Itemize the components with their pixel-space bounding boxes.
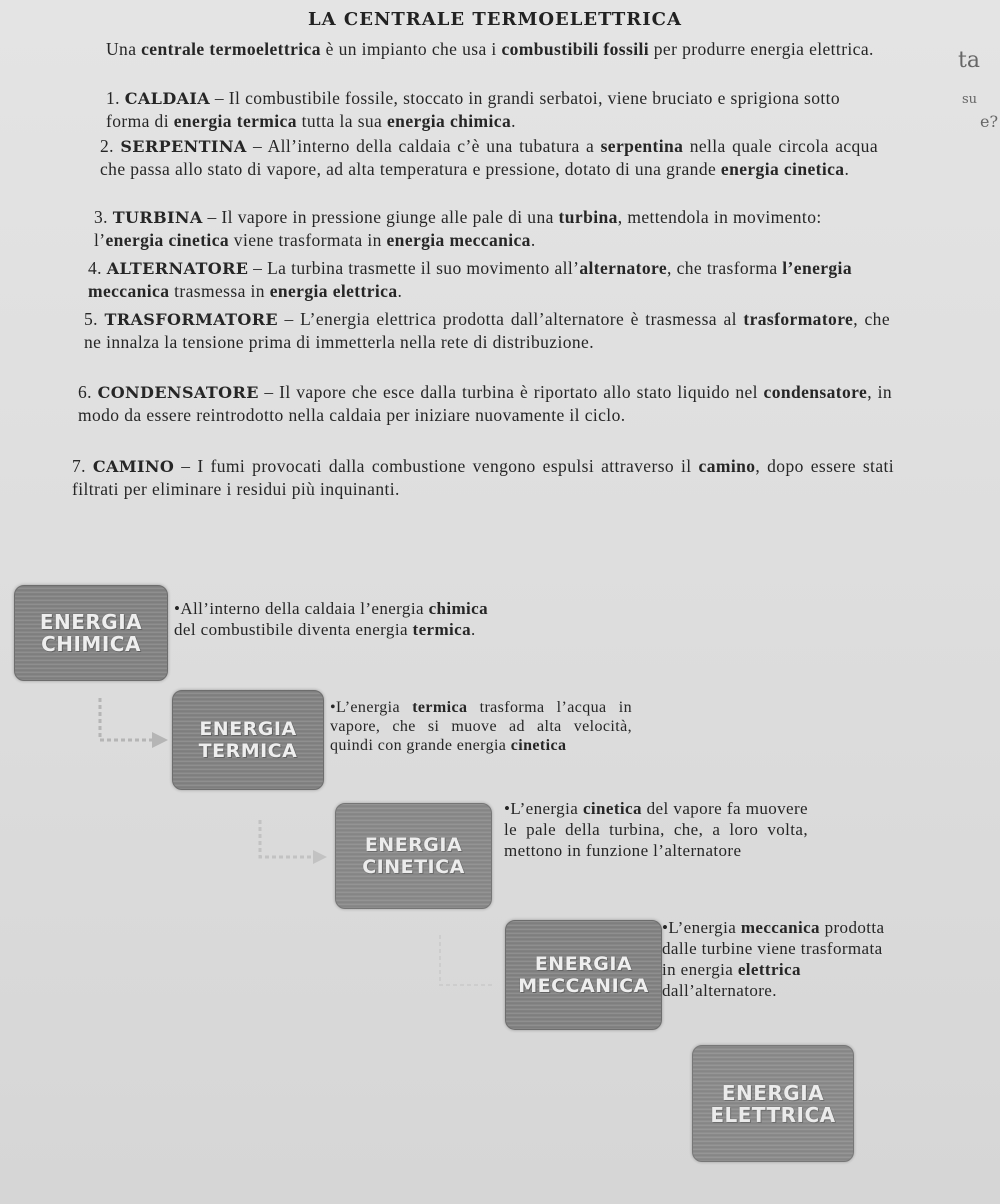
- bullet-part: prodotta dalle turbine viene trasformata in energia: [662, 918, 885, 979]
- item-bold: condensatore: [763, 382, 868, 402]
- item-bold: energia termica: [173, 111, 297, 131]
- intro-bold: centrale termoelettrica: [141, 39, 321, 59]
- energy-box-elettrica: [692, 1045, 854, 1162]
- energy-box-label: ENERGIA: [721, 1080, 825, 1105]
- bullet-bold: elettrica: [737, 960, 801, 979]
- item-text: trasmessa in: [169, 281, 270, 301]
- item-bold: energia chimica: [387, 111, 512, 131]
- bullet-part: •All’interno della caldaia l’energia: [174, 599, 429, 618]
- energy-box-label: ENERGIA: [39, 610, 143, 634]
- item-text: – L’energia elettrica prodotta dall’alternatore è trasmessa al: [278, 309, 744, 329]
- energy-box-chimica: [14, 585, 168, 681]
- energy-box-termica: [172, 690, 324, 790]
- bullet-text: [330, 698, 632, 755]
- bullet-bold: termica: [412, 620, 472, 639]
- bullet-bold: meccanica: [740, 918, 820, 937]
- arrow-icon: [60, 690, 180, 770]
- item-text: – Il vapore in pressione giunge alle pale di una: [202, 207, 559, 227]
- list-item-trasformatore: [84, 308, 890, 353]
- bullet-part: •L’energia: [662, 918, 741, 937]
- item-bold: camino: [698, 456, 756, 476]
- item-number: 5.: [84, 309, 98, 329]
- item-text: tutta la sua: [296, 111, 388, 131]
- item-bold: energia cinetica: [720, 159, 845, 179]
- item-number: 3.: [94, 207, 108, 227]
- item-bold: energia meccanica: [386, 230, 531, 250]
- item-heading: TRASFORMATORE: [104, 310, 279, 329]
- page-title: LA CENTRALE TERMOELETTRICA: [308, 9, 682, 30]
- margin-note: e?: [980, 112, 999, 131]
- item-text: – I fumi provocati dalla combustione vengono espulsi attraverso il: [174, 456, 699, 476]
- bullet-part: .: [471, 620, 476, 639]
- intro-paragraph: [106, 38, 886, 60]
- bullet-bold: cinetica: [582, 799, 642, 818]
- item-text: .: [530, 230, 536, 250]
- list-item-camino: [72, 455, 894, 500]
- item-text: , che ne innalza la tensione prima di immetterla nella rete di distribuzione.: [84, 309, 890, 352]
- bullet-part: trasforma l’acqua in vapore, che si muove ad alta velocità, quindi con grande energia: [330, 699, 632, 754]
- list-item-serpentina: [100, 135, 878, 180]
- item-text: , mettendola in movimento: l’: [94, 207, 822, 250]
- item-number: 7.: [72, 456, 86, 476]
- energy-box-label: ENERGIA: [364, 834, 463, 856]
- item-heading: ALTERNATORE: [106, 259, 249, 278]
- bullet-text: [504, 798, 808, 861]
- item-bold: energia elettrica: [269, 281, 398, 301]
- bullet-part: del vapore fa muovere le pale della turbina, che, a loro volta, mettono in funzione l’alternatore: [504, 799, 808, 860]
- item-bold: turbina: [558, 207, 618, 227]
- item-text: nella quale circola acqua che passa allo stato di vapore, ad alta temperatura e pressione, dotato di una grande: [100, 136, 878, 179]
- item-number: 4.: [88, 258, 102, 278]
- item-text: – Il vapore che esce dalla turbina è riportato allo stato liquido nel: [258, 382, 764, 402]
- item-heading: TURBINA: [112, 208, 203, 227]
- bullet-part: dall’alternatore.: [662, 981, 777, 1000]
- arrow-icon: [420, 930, 510, 1000]
- bullet-bold: chimica: [428, 599, 489, 618]
- item-text: – Il combustibile fossile, stoccato in grandi serbatoi, viene bruciato e sprigiona sotto forma di: [106, 88, 841, 131]
- item-bold: alternatore: [579, 258, 668, 278]
- intro-text: Una: [106, 39, 142, 59]
- energy-box-meccanica: [505, 920, 662, 1030]
- margin-note: ta: [958, 48, 980, 73]
- energy-box-label: CHIMICA: [41, 632, 141, 656]
- item-text: viene trasformata in: [229, 230, 387, 250]
- item-text: .: [844, 159, 850, 179]
- list-item-alternatore: [88, 257, 888, 302]
- bullet-text: [662, 917, 894, 1001]
- bullet-text: [174, 598, 499, 640]
- item-text: , in modo da essere reintrodotto nella caldaia per iniziare nuovamente il ciclo.: [78, 382, 892, 425]
- arrow-icon: [225, 815, 340, 880]
- item-text: – La turbina trasmette il suo movimento all’: [248, 258, 580, 278]
- energy-box-label: ELETTRICA: [710, 1102, 836, 1127]
- item-text: , che trasforma: [667, 258, 783, 278]
- intro-bold: combustibili fossili: [501, 39, 649, 59]
- item-text: – All’interno della caldaia c’è una tubatura a: [246, 136, 601, 156]
- energy-box-label: ENERGIA: [534, 953, 633, 975]
- item-heading: CONDENSATORE: [97, 383, 259, 402]
- energy-box-cinetica: [335, 803, 492, 909]
- list-item-condensatore: [78, 381, 892, 426]
- item-number: 6.: [78, 382, 92, 402]
- energy-box-label: TERMICA: [198, 740, 298, 762]
- item-heading: CALDAIA: [124, 89, 211, 108]
- bullet-part: del combustibile diventa energia: [174, 620, 413, 639]
- intro-text: per produrre energia elettrica.: [649, 39, 874, 59]
- item-heading: SERPENTINA: [120, 137, 247, 156]
- intro-text: è un impianto che usa i: [320, 39, 502, 59]
- item-bold: serpentina: [600, 136, 684, 156]
- item-number: 2.: [100, 136, 114, 156]
- item-bold: l’energia meccanica: [88, 258, 852, 301]
- item-text: , dopo essere stati filtrati per eliminare i residui più inquinanti.: [72, 456, 895, 499]
- item-bold: trasformatore: [743, 309, 854, 329]
- item-heading: CAMINO: [92, 457, 175, 476]
- list-item-turbina: [94, 206, 884, 251]
- energy-box-label: CINETICA: [362, 856, 465, 878]
- bullet-bold: termica: [412, 699, 468, 716]
- margin-note: su: [962, 92, 978, 107]
- energy-box-label: ENERGIA: [199, 718, 297, 740]
- energy-box-label: MECCANICA: [518, 975, 649, 997]
- bullet-part: •L’energia: [504, 799, 583, 818]
- item-bold: energia cinetica: [105, 230, 230, 250]
- item-text: .: [397, 281, 403, 301]
- bullet-part: •L’energia: [330, 699, 413, 716]
- bullet-bold: cinetica: [510, 737, 567, 754]
- list-item-caldaia: [106, 87, 881, 132]
- item-text: .: [511, 111, 516, 131]
- item-number: 1.: [106, 88, 120, 108]
